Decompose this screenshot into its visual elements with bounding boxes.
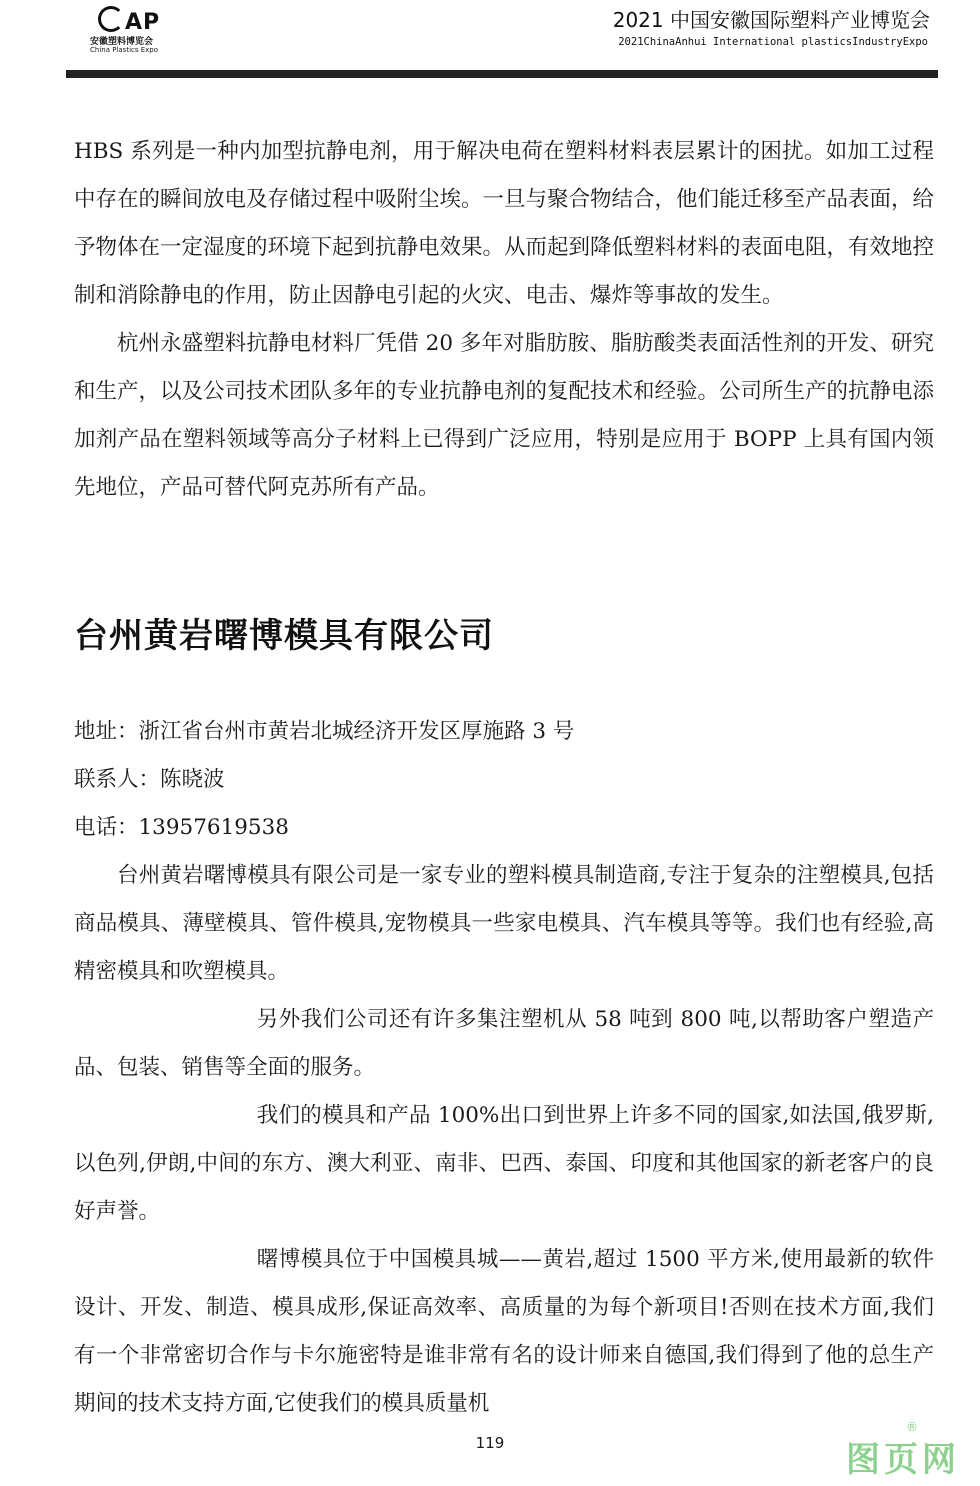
paragraph-intro: 台州黄岩曙博模具有限公司是一家专业的塑料模具制造商,专注于复杂的注塑模具,包括商品模具、薄壁模具、管件模具,宠物模具一些家电模具、汽车模具等等。我们也有经验,高精密模具和吹塑模具。 bbox=[74, 863, 934, 984]
paragraph-export: 我们的模具和产品 100%出口到世界上许多不同的国家,如法国,俄罗斯,以色列,伊朗,中间的东方、澳大利亚、南非、巴西、泰国、印度和其他国家的新老客户的良好声誉。 bbox=[74, 1103, 934, 1224]
company-contact-person: 联系人：陈晓波 bbox=[74, 767, 225, 792]
page-number: 119 bbox=[475, 1434, 505, 1452]
registered-mark: ® bbox=[906, 1420, 922, 1434]
watermark-text: 图页网 bbox=[846, 1440, 960, 1480]
logo-mark: AP bbox=[98, 6, 160, 35]
page-header bbox=[0, 0, 980, 82]
section-company bbox=[74, 708, 934, 1428]
logo-english-name: China Plastics Expo bbox=[90, 46, 159, 54]
site-watermark bbox=[846, 1420, 960, 1481]
header-divider bbox=[66, 70, 938, 78]
paragraph-hbs: HBS 系列是一种内加型抗静电剂，用于解决电荷在塑料材料表层累计的困扰。如加工过程中存在的瞬间放电及存储过程中吸附尘埃。一旦与聚合物结合，他们能迁移至产品表面，给予物体在一定湿度的环境下起到抗静电效果。从而起到降低塑料材料的表面电阻，有效地控制和消除静电的作用，防止因静电引起的火灾、电击、爆炸等事故的发生。 bbox=[74, 139, 935, 308]
company-phone: 电话：13957619538 bbox=[74, 815, 289, 840]
company-heading: 台州黄岩曙博模具有限公司 bbox=[74, 616, 494, 656]
logo-chinese-name: 安徽塑料博览会 bbox=[90, 37, 154, 47]
paragraph-machines: 另外我们公司还有许多集注塑机从 58 吨到 800 吨,以帮助客户塑造产品、包装、销售等全面的服务。 bbox=[74, 1007, 934, 1080]
expo-logo bbox=[88, 6, 168, 54]
expo-title-chinese: 2021 中国安徽国际塑料产业博览会 bbox=[612, 8, 930, 32]
company-address: 地址：浙江省台州市黄岩北城经济开发区厚施路 3 号 bbox=[74, 719, 575, 744]
expo-title-english: 2021ChinaAnhui International plasticsIndustryExpo bbox=[618, 36, 928, 48]
section-antistatic bbox=[74, 128, 934, 512]
paragraph-location: 曙博模具位于中国模具城——黄岩,超过 1500 平方米,使用最新的软件设计、开发、制造、模具成形,保证高效率、高质量的为每个新项目!否则在技术方面,我们有一个非常密切合作与卡尔施密特是谁非常有名的设计师来自德国,我们得到了他的总生产期间的技术支持方面,它使我们的模具质量机 bbox=[74, 1247, 934, 1416]
paragraph-yongsheng: 杭州永盛塑料抗静电材料厂凭借 20 多年对脂肪胺、脂肪酸类表面活性剂的开发、研究和生产，以及公司技术团队多年的专业抗静电剂的复配技术和经验。公司所生产的抗静电添加剂产品在塑料领域等高分子材料上已得到广泛应用，特别是应用于 BOPP 上具有国内领先地位，产品可替代阿克苏所有产品。 bbox=[74, 331, 935, 500]
